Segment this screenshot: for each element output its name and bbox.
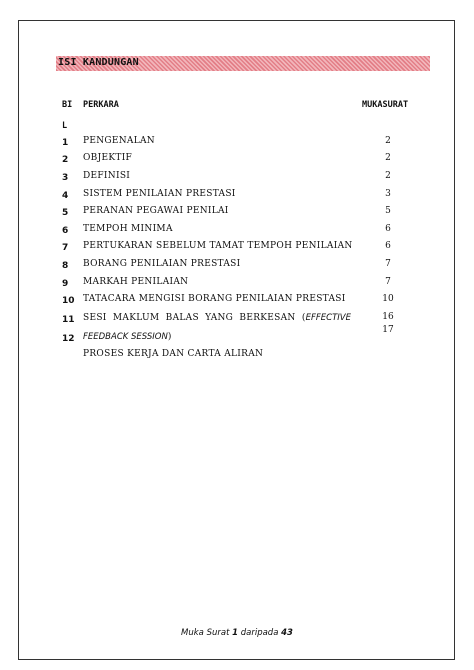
entry-page: 6 bbox=[385, 224, 391, 234]
entry-number: 11 bbox=[62, 315, 75, 325]
entry-title[interactable]: TEMPOH MINIMA bbox=[83, 224, 173, 234]
entry-title[interactable]: DEFINISI bbox=[83, 171, 131, 181]
entry-number: 3 bbox=[62, 173, 69, 183]
entry-page: 2 bbox=[385, 136, 391, 146]
entry-title-italic: FEEDBACK SESSION bbox=[83, 332, 168, 342]
entry-title[interactable]: SISTEM PENILAIAN PRESTASI bbox=[83, 189, 236, 199]
footer-total-pages: 43 bbox=[281, 628, 293, 638]
footer-current-page: 1 bbox=[232, 628, 239, 638]
entry-page: 7 bbox=[385, 259, 391, 269]
entry-title[interactable]: PROSES KERJA DAN CARTA ALIRAN bbox=[83, 349, 264, 359]
entry-number: 1 bbox=[62, 138, 69, 148]
entry-page: 5 bbox=[385, 206, 391, 216]
entry-title-line-1[interactable] bbox=[83, 313, 351, 323]
header-mukasurat: MUKASURAT bbox=[362, 100, 409, 110]
entry-page: 10 bbox=[382, 294, 394, 304]
entry-title-italic: EFFECTIVE bbox=[305, 313, 351, 323]
entry-title-line-2[interactable] bbox=[83, 332, 172, 342]
header-bil: BI bbox=[62, 100, 73, 110]
entry-number: 12 bbox=[62, 334, 75, 344]
toc-title: ISI KANDUNGAN bbox=[58, 57, 139, 68]
entry-page: 2 bbox=[385, 171, 391, 181]
header-perkara: PERKARA bbox=[83, 100, 119, 110]
entry-number: 10 bbox=[62, 296, 75, 306]
entry-number: 7 bbox=[62, 243, 69, 253]
header-bil-wrap: L bbox=[62, 121, 68, 131]
entry-page: 3 bbox=[385, 189, 391, 199]
entry-page: 2 bbox=[385, 153, 391, 163]
entry-page: 6 bbox=[385, 241, 391, 251]
entry-title[interactable]: PENGENALAN bbox=[83, 136, 155, 146]
footer-prefix: Muka Surat bbox=[181, 628, 233, 638]
entry-page: 17 bbox=[382, 325, 394, 335]
entry-title[interactable]: TATACARA MENGISI BORANG PENILAIAN PRESTASI bbox=[83, 294, 346, 304]
entry-title[interactable]: MARKAH PENILAIAN bbox=[83, 277, 189, 287]
entry-title[interactable]: OBJEKTIF bbox=[83, 153, 133, 163]
page-footer bbox=[0, 628, 474, 638]
entry-title[interactable]: BORANG PENILAIAN PRESTASI bbox=[83, 259, 241, 269]
entry-title-text: SESI MAKLUM BALAS YANG BERKESAN ( bbox=[83, 313, 306, 323]
entry-number: 5 bbox=[62, 208, 69, 218]
entry-page: 16 bbox=[382, 312, 394, 322]
entry-number: 8 bbox=[62, 261, 69, 271]
entry-title[interactable]: PERTUKARAN SEBELUM TAMAT TEMPOH PENILAIAN bbox=[83, 241, 353, 251]
entry-number: 2 bbox=[62, 155, 69, 165]
entry-title-text: ) bbox=[167, 332, 172, 342]
entry-page: 7 bbox=[385, 277, 391, 287]
entry-number: 4 bbox=[62, 191, 69, 201]
entry-title[interactable]: PERANAN PEGAWAI PENILAI bbox=[83, 206, 229, 216]
entry-number: 6 bbox=[62, 226, 69, 236]
entry-number: 9 bbox=[62, 279, 69, 289]
footer-middle: daripada bbox=[238, 628, 282, 638]
